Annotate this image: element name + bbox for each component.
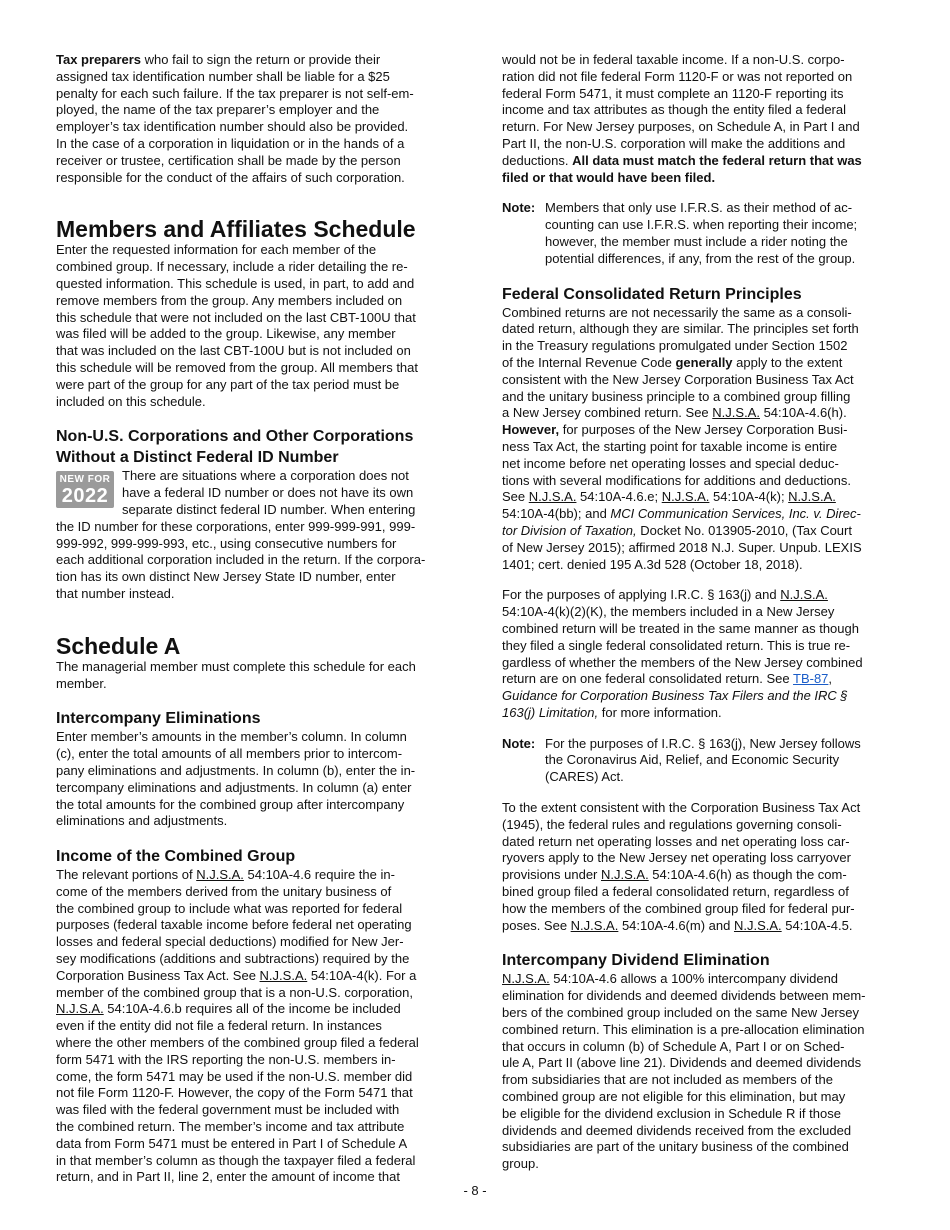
non-us-corporations-heading: Non-U.S. Corporations and Other Corporations Without a Distinct Federal ID Number — [56, 428, 414, 467]
income-combined-group-heading: Income of the Combined Group — [56, 848, 296, 866]
tax-preparers-lead: Tax preparers — [56, 52, 142, 67]
nol-paragraph: To the extent consistent with the Corporation Business Tax Act (1945), the federal rules and regulations governing consoli- dated return net operating losses and net operating loss car- ryovers apply to the New Jersey net operating loss carryover provisions under N.J.S.A. 54:10A-4.6(h) as though the com- bined group filed a federal consolidated return, regardless of how the members of the combined group filed for federal pur- poses. See N.J.S.A. 54:10A-4.6(m) and N.J.S.A. 54:10A-4.5. — [502, 800, 861, 933]
tb-87-link[interactable]: TB-87 — [793, 671, 829, 687]
new-for-2022-badge: NEW FOR 2022 — [56, 471, 114, 508]
income-combined-group-paragraph: The relevant portions of N.J.S.A. 54:10A-4.6 require the in- come of the members derived from the unitary business of the combined group to include what was reported for federal purposes (federal taxable income before federal net operating losses and federal special deductions) modified for New Jer- sey modifications (additions and subtractions) required by the Corporation Business Tax Act. See N.J.S.A. 54:10A-4(k). For a member of the combined group that is a non-U.S. corporation, N.J.S.A. 54:10A-4.6.b requires all of the income be included even if the entity did not file a federal return. In instances where the other members of the combined group filed a federal form 5471 with the IRS reporting the non-U.S. members in- come, the form 5471 may be used if the non-U.S. member did not file Form 1120-F. However, the copy of the Form 5471 that was filed with the federal government must be included with the combined return. The member’s income and tax attribute data from Form 5471 must be entered in Part I of Schedule A in that member’s column as though the taxpayer filed a federal return, and in Part II, line 2, enter the amount of income that — [56, 867, 419, 1185]
ifrs-note: Note: Members that only use I.F.R.S. as their method of ac- counting can use I.F.R.S. when reporting their income; however, the member must include a rider noting the potential differences, if any, from the rest of the group. — [502, 200, 858, 266]
schedule-a-paragraph: The managerial member must complete this schedule for each member. — [56, 658, 416, 691]
members-affiliates-paragraph: Enter the requested information for each member of the combined group. If necessary, include a rider detailing the re- quested information. This schedule is used, in part, to add and remove members from the group. Any members included on this schedule that were not included on the last CBT-100U that was filed will be added to the group. Likewise, any member that was included on the last CBT-100U but is not included on this schedule will be removed from the group. All members that were part of the group for any part of the tax period must be included on this schedule. — [56, 242, 419, 409]
right-column — [502, 52, 894, 1173]
tax-preparers-paragraph: Tax preparers who fail to sign the return or provide their assigned tax identification number shall be liable for a $25 penalty for each such failure. If the tax preparer is not self-em- ployed, the name of the tax preparer’s employer and the employer’s tax identification number should also be provided. In the case of a corporation in liquidation or in the hands of a receiver or trustee, certification shall be made by the person responsible for the conduct of the affairs of such corporation. — [56, 52, 414, 185]
schedule-a-heading: Schedule A — [56, 632, 181, 659]
intercompany-eliminations-heading: Intercompany Eliminations — [56, 710, 261, 728]
federal-consolidated-paragraph: Combined returns are not necessarily the same as a consoli- dated return, although they are similar. The principles set forth in the Treasury regulations promulgated under Section 1502 of the Internal Revenue Code generally apply to the extent consistent with the New Jersey Corporation Business Tax Act and the unitary business principle to a combined group filling a New Jersey combined return. See N.J.S.A. 54:10A-4.6(h). However, for purposes of the New Jersey Corporation Busi- ness Tax Act, the starting point for taxable income is entire net income before net operating losses and special deduc- tions with several modifications for additions and deductions. See N.J.S.A. 54:10A-4.6.e; N.J.S.A. 54:10A-4(k); N.J.S.A. 54:10A-4(bb); and MCI Communication Services, Inc. v. Direc- tor Division of Taxation, Docket No. 013905-2010, (Tax Court of New Jersey 2015); affirmed 2018 N.J. Super. Unpub. LEXIS 1401; cert. denied 195 A.3d 528 (October 18, 2018). — [502, 304, 862, 572]
left-column — [56, 52, 448, 1186]
irc-163j-paragraph: For the purposes of applying I.R.C. § 163(j) and N.J.S.A. 54:10A-4(k)(2)(K), the members included in a New Jersey combined return will be treated in the same manner as though they filed a single federal consolidated return. This is true re- gardless of whether the members of the New Jersey combined return are on one federal consolidated return. See TB-87, Guidance for Corporation Business Tax Filers and the IRC § 163(j) Limitation, for more information. — [502, 587, 863, 720]
dividend-elimination-heading: Intercompany Dividend Elimination — [502, 952, 770, 970]
federal-consolidated-heading: Federal Consolidated Return Principles — [502, 285, 802, 303]
dividend-elimination-paragraph: N.J.S.A. 54:10A-4.6 allows a 100% intercompany dividend elimination for dividends and deemed dividends between mem- bers of the combined group included on the same New Jersey combined return. This elimination is a pre-allocation elimination that occurs in column (b) of Schedule A, Part I or on Sched- ule A, Part II (above line 21). Dividends and deemed dividends from subsidiaries that are not included as members of the combined group are not eligible for this elimination, but may be eligible for the dividend exclusion in Schedule R if those dividends and deemed dividends received from the excluded subsidiaries are part of the unitary business of the combined group. — [502, 971, 866, 1172]
income-combined-group-continued: would not be in federal taxable income. If a non-U.S. corpo- ration did not file federal Form 1120-F or was not reported on federal Form 5471, it must complete an 1120-F reporting its income and tax attributes as though the entity filed a federal return. For New Jersey purposes, on Schedule A, in Part I and Part II, the non-U.S. corporation will make the additions and deductions. All data must match the federal return that was filed or that would have been filed. — [502, 52, 862, 185]
non-us-corporations-paragraph: There are situations where a corporation does not have a federal ID number or does not have its own separate distinct federal ID number. When entering the ID number for these corporations, enter 999-999-991, 999- 999-992, 999-999-993, etc., using consecutive numbers for each additional corporation included in the return. If the corpora- tion has its own distinct New Jersey State ID number, enter that number instead. — [56, 468, 426, 601]
intercompany-eliminations-paragraph: Enter member’s amounts in the member’s column. In column (c), enter the total amounts of all members prior to intercom- pany eliminations and adjustments. In column (b), enter the in- tercompany eliminations and adjustments. In column (a) enter the total amounts for the combined group after intercompany eliminations and adjustments. — [56, 729, 416, 829]
cares-note: Note: For the purposes of I.R.C. § 163(j), New Jersey follows the Coronavirus Aid, Relief, and Economic Security (CARES) Act. — [502, 735, 861, 785]
page-number: - 8 - — [463, 1183, 487, 1198]
note-label: Note: — [502, 200, 536, 216]
members-affiliates-heading: Members and Affiliates Schedule — [56, 216, 416, 243]
note-label: Note: — [502, 735, 536, 751]
